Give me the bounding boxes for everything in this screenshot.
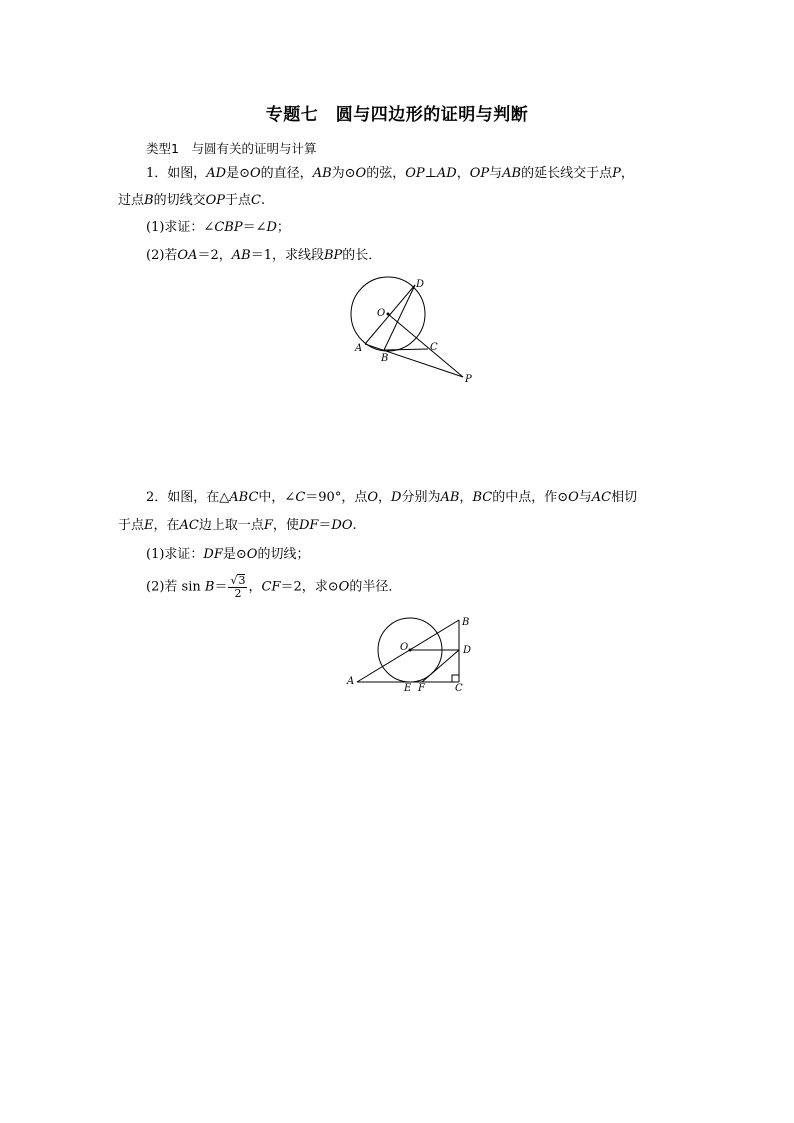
section-heading: 类型1 与圆有关的证明与计算: [146, 141, 317, 156]
var: C: [295, 490, 306, 505]
text: ＝: [214, 579, 228, 595]
text: 2．如图，在△: [146, 490, 230, 505]
text: ；: [276, 220, 290, 235]
var: OP: [205, 193, 225, 208]
var: CBP: [214, 220, 243, 235]
var: AB: [312, 166, 332, 181]
text: 分别为: [401, 490, 441, 505]
text: ，: [456, 166, 470, 181]
sqrt-symbol: √: [230, 574, 238, 587]
label-o: O: [400, 642, 409, 653]
text: ＝: [318, 518, 332, 533]
text: 的直径，: [260, 166, 313, 181]
var: AB: [502, 166, 522, 181]
segment-df: [422, 650, 459, 682]
label-a: A: [347, 676, 355, 687]
label-o: O: [377, 308, 386, 319]
var: DF: [203, 547, 223, 562]
var: F: [263, 518, 273, 533]
var: AD: [206, 166, 227, 181]
var: AB: [231, 248, 251, 263]
radicand: 3: [238, 574, 246, 587]
text: 边上取一点: [198, 518, 264, 533]
var: B: [204, 579, 215, 595]
text: 的中点，作⊙: [492, 490, 569, 505]
text: 的切线交: [153, 193, 206, 208]
text: 的长．: [342, 248, 382, 263]
text: 的切线；: [257, 547, 310, 562]
var: O: [246, 547, 258, 562]
label-b: B: [462, 617, 470, 628]
var: AD: [436, 166, 457, 181]
var: ABC: [229, 490, 259, 505]
text: ，在: [153, 518, 180, 533]
label-d: D: [463, 645, 472, 656]
label-c: C: [430, 342, 438, 353]
text: 过点: [118, 193, 145, 208]
text: (2)若: [146, 248, 178, 263]
var: O: [250, 166, 261, 181]
text: 是⊙: [222, 547, 247, 562]
text: ⊥: [424, 166, 437, 181]
var: AB: [440, 490, 460, 505]
text: ，: [378, 490, 392, 505]
text: 与: [489, 166, 503, 181]
text: 的半径．: [349, 579, 402, 595]
text: ，: [248, 579, 262, 595]
text: .: [352, 518, 357, 533]
var: D: [391, 490, 402, 505]
text: ，使: [272, 518, 299, 533]
var: AC: [179, 518, 199, 533]
var: B: [144, 193, 154, 208]
text: ＝∠: [242, 220, 267, 235]
var: O: [367, 490, 378, 505]
var: CF: [261, 579, 281, 595]
text: 是⊙: [226, 166, 250, 181]
var: D: [266, 220, 277, 235]
var: C: [251, 193, 261, 208]
text: 于点: [225, 193, 252, 208]
var: OP: [469, 166, 490, 181]
text: (2)若 sin: [146, 579, 205, 595]
var: DO: [331, 518, 353, 533]
label-d: D: [416, 279, 425, 290]
var: P: [612, 166, 621, 181]
text: ＝1，求线段: [250, 248, 324, 263]
var: BC: [472, 490, 493, 505]
text: ，: [620, 166, 634, 181]
text: ＝2，: [197, 248, 232, 263]
label-a: A: [355, 343, 363, 354]
right-angle-mark: [452, 675, 459, 682]
text: 与: [578, 490, 592, 505]
var: AC: [591, 490, 612, 505]
var: O: [338, 579, 350, 595]
label-e: E: [404, 683, 412, 694]
var: BP: [323, 248, 343, 263]
text: (1)求证：: [146, 547, 204, 562]
var: O: [568, 490, 579, 505]
label-f: F: [418, 683, 425, 694]
label-c: C: [455, 683, 463, 694]
text: ＝2，求⊙: [280, 579, 339, 595]
text: 的弦，: [366, 166, 406, 181]
text: ＝90°，点: [305, 490, 368, 505]
text: (1)求证：∠: [146, 220, 215, 235]
var: OA: [177, 248, 198, 263]
text: 的延长线交于点: [521, 166, 613, 181]
var: DF: [298, 518, 319, 533]
text: 相切: [611, 490, 638, 505]
text: 为⊙: [331, 166, 356, 181]
center-dot: [409, 649, 412, 652]
text: ，: [459, 490, 473, 505]
label-p: P: [465, 374, 472, 385]
var: O: [355, 166, 367, 181]
text: 于点: [118, 518, 145, 533]
label-b: B: [381, 353, 389, 364]
var: E: [144, 518, 154, 533]
var: OP: [405, 166, 425, 181]
denominator: 2: [234, 587, 242, 601]
page-title: 专题七 圆与四边形的证明与判断: [265, 105, 529, 125]
text: .: [260, 193, 266, 208]
text: 1．如图，: [146, 166, 207, 181]
text: 中，∠: [258, 490, 296, 505]
